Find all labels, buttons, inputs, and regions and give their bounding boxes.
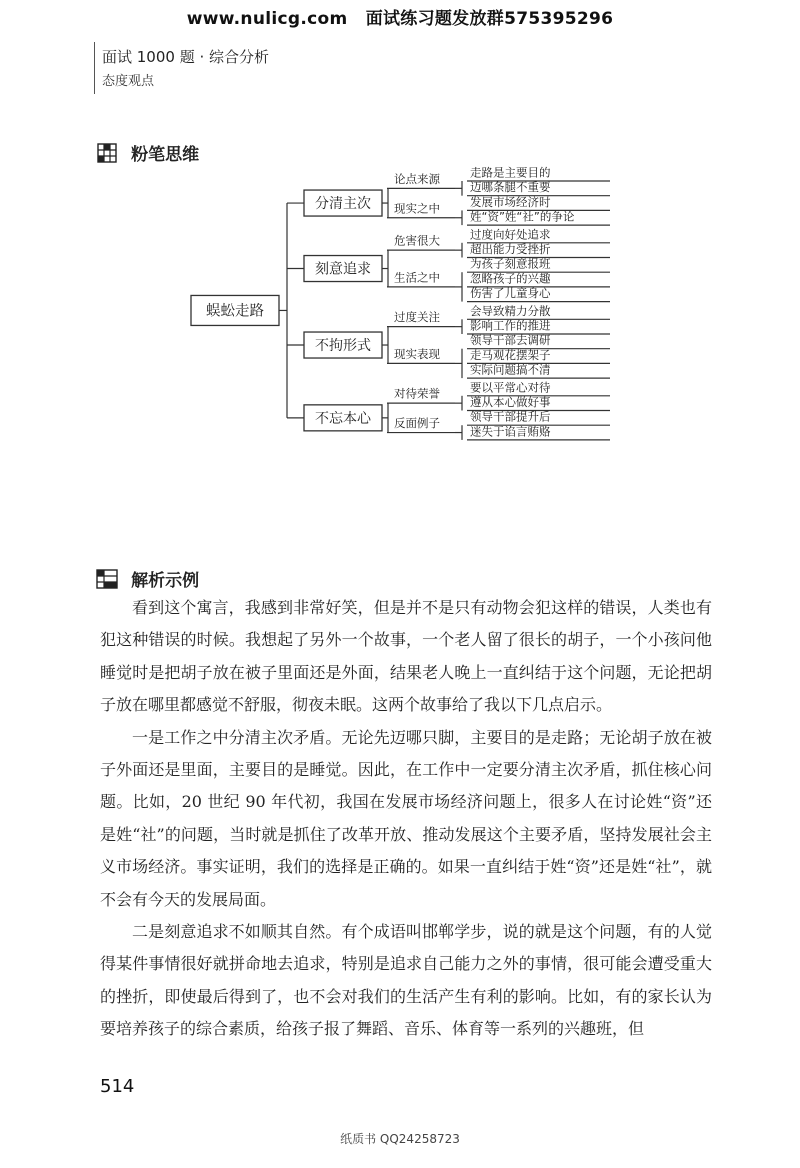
leaf-label: 迷失于谄言贿赂 (470, 424, 551, 439)
analysis-title: 解析示例 (131, 571, 200, 591)
root-label: 蜈蚣走路 (206, 303, 264, 320)
group-label: 生活之中 (394, 270, 440, 285)
header-title: 面试 1000 题 · 综合分析 (102, 48, 270, 66)
leaf-label: 伤害了儿童身心 (470, 286, 551, 301)
leaf-label: 遵从本心做好事 (470, 395, 551, 409)
leaf-label: 领导干部提升后 (470, 409, 551, 424)
watermark-url: www.nulicg.com (186, 9, 348, 29)
branch-label: 刻意追求 (315, 261, 371, 278)
group-label: 现实之中 (394, 201, 440, 216)
leaf-label: 领导干部去调研 (470, 333, 551, 348)
analysis-heading (96, 566, 199, 591)
analysis-body (100, 592, 712, 1046)
group-label: 论点来源 (394, 171, 440, 186)
leaf-label: 会导致精力分散 (470, 303, 551, 318)
leaf-label: 走马观花摆架子 (470, 347, 551, 362)
branch-label: 分清主次 (315, 196, 371, 213)
leaf-label: 影响工作的推进 (470, 318, 551, 333)
header-subtitle: 态度观点 (102, 74, 155, 89)
group-label: 对待荣誉 (394, 386, 440, 401)
watermark-group: 面试练习题发放群575395296 (365, 9, 614, 29)
leaf-label: 超出能力受挫折 (470, 242, 551, 256)
leaf-label: 要以平常心对待 (470, 380, 551, 395)
group-label: 过度关注 (394, 310, 440, 325)
analysis-icon (96, 569, 118, 589)
leaf-label: 迈哪条腿不重要 (470, 180, 551, 195)
leaf-label: 走路是主要目的 (470, 165, 551, 180)
paragraph-2: 一是工作之中分清主次矛盾。无论先迈哪只脚，主要目的是走路；无论胡子放在被子外面还是里面，主要目的是睡觉。因此，在工作中一定要分清主次矛盾，抓住核心问题。比如，20 世纪 90 年代初，我国在发展市场经济问题上，很多人在讨论姓“资”还是姓“社”的问题，当时就是抓住了改革开放、推动发展这个主要矛盾，坚持发展社会主义市场经济。事实证明，我们的选择是正确的。如果一直纠结于姓“资”还是姓“社”，就不会有今天的发展局面。 (100, 727, 712, 909)
leaf-label: 忽略孩子的兴趣 (470, 271, 551, 286)
mindmap-diagram (0, 0, 800, 560)
group-label: 现实表现 (394, 346, 440, 361)
leaf-label: 发展市场经济时 (470, 194, 551, 209)
page-number: 514 (100, 1076, 135, 1097)
branch-label: 不拘形式 (315, 338, 371, 355)
group-label: 危害很大 (394, 233, 440, 248)
leaf-label: 为孩子刻意报班 (470, 256, 551, 271)
leaf-label: 过度向好处追求 (470, 227, 551, 242)
branch-label: 不忘本心 (315, 410, 371, 427)
paragraph-3: 二是刻意追求不如顺其自然。有个成语叫邯郸学步，说的就是这个问题，有的人觉得某件事情很好就拼命地去追求，特别是追求自己能力之外的事情，很可能会遭受重大的挫折，即使最后得到了，也不会对我们的生活产生有利的影响。比如，有的家长认为要培养孩子的综合素质，给孩子报了舞蹈、音乐、体育等一系列的兴趣班，但 (100, 922, 712, 1039)
leaf-label: 姓“资”姓“社”的争论 (470, 209, 575, 224)
group-label: 反面例子 (394, 416, 440, 431)
paragraph-1: 看到这个寓言，我感到非常好笑，但是并不是只有动物会犯这样的错误，人类也有犯这种错误的时候。我想起了另外一个故事，一个老人留了很长的胡子，一个小孩问他睡觉时是把胡子放在被子里面还是外面，结果老人晚上一直纠结于这个问题，无论把胡子放在哪里都感觉不舒服，彻夜未眠。这两个故事给了我以下几点启示。 (100, 598, 712, 715)
footer: 纸质书 QQ24258723 (340, 1132, 460, 1146)
mindmap-title: 粉笔思维 (131, 145, 200, 165)
leaf-label: 实际问题搞不清 (470, 362, 551, 377)
